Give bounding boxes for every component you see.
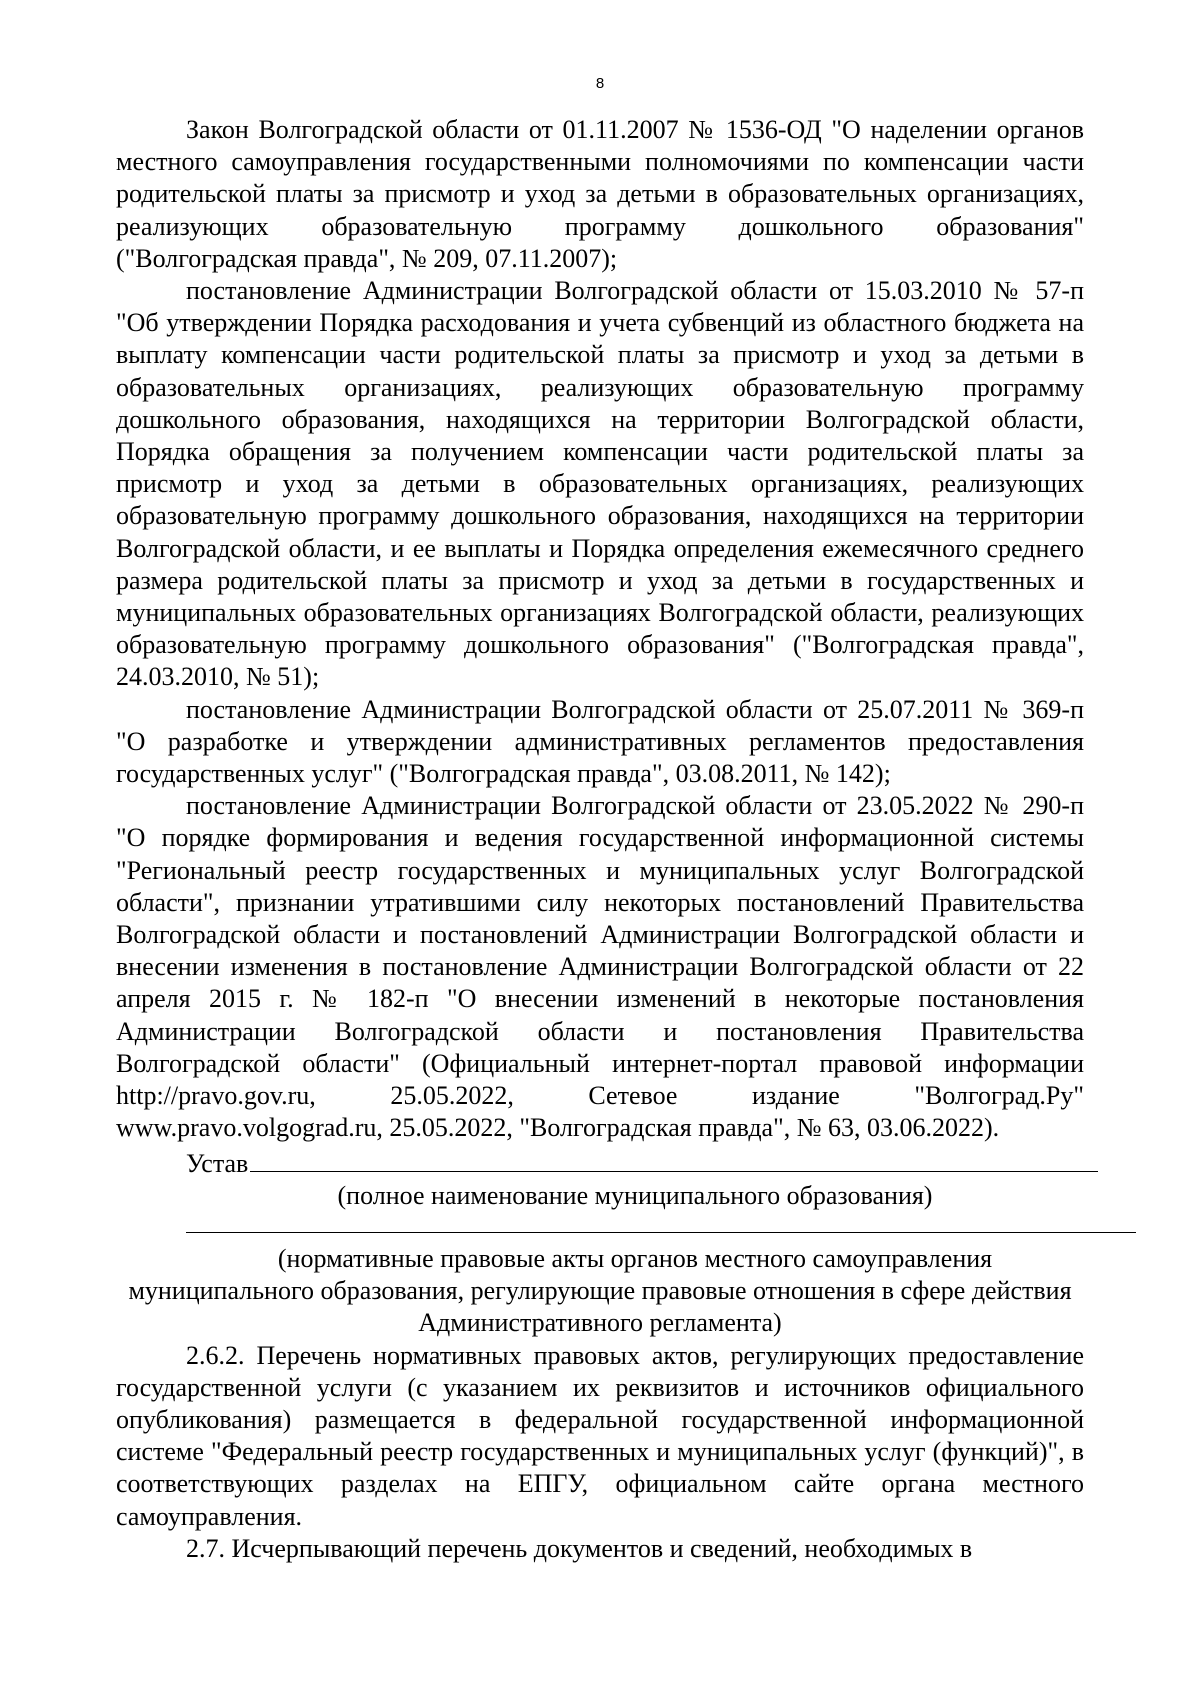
section-2-7: 2.7. Исчерпывающий перечень документов и сведений, необходимых в xyxy=(186,1533,973,1563)
npa-blank-underline xyxy=(186,1232,1136,1233)
page-number: 8 xyxy=(595,75,605,92)
ustav-caption: (полное наименование муниципального образования) xyxy=(337,1180,933,1210)
npa-caption-line-2: муниципального образования, регулирующие правовые отношения в сфере действия xyxy=(128,1276,1072,1306)
ustav-line xyxy=(116,1145,1084,1180)
section-2-6-2: 2.6.2. Перечень нормативных правовых актов, регулирующих предоставление государственной услуги (с указанием их реквизитов и источников официального опубликования) размещается в федеральной государственной информационной системе "Федеральный реестр государственных и муниципальных услуг (функций)", в соответствующих разделах на ЕПГУ, официальном сайте органа местного самоуправления. xyxy=(116,1340,1084,1531)
paragraph-decree-369p: постановление Администрации Волгоградской области от 25.07.2011 № 369-п "О разработке и утверждении административных регламентов предоставления государственных услуг" ("Волгоградская правда", 03.08.2011, № 142); xyxy=(116,694,1084,789)
document-body xyxy=(116,114,1084,1565)
paragraph-law-1536: Закон Волгоградской области от 01.11.2007 № 1536-ОД "О наделении органов местного самоуправления государственными полномочиями по компенсации части родительской платы за присмотр и уход за детьми в образовательных организациях, реализующих образовательную программу дошкольного образования" ("Волгоградская правда", № 209, 07.11.2007); xyxy=(116,115,1084,273)
paragraph-decree-290p: постановление Администрации Волгоградской области от 23.05.2022 № 290-п "О порядке формирования и ведения государственной информационной системы "Региональный реестр государственных и муниципальных услуг Волгоградской области", признании утратившими силу некоторых постановлений Правительства Волгоградской области и постановлений Администрации Волгоградской области и внесении изменения в постановление Администрации Волгоградской области от 22 апреля 2015 г. № 182-п "О внесении изменений в некоторые постановления Администрации Волгоградской области и постановления Правительства Волгоградской области" (Официальный интернет-портал правовой информации http://pravo.gov.ru, 25.05.2022, Сетевое издание "Волгоград.Ру" www.pravo.volgograd.ru, 25.05.2022, "Волгоградская правда", № 63, 03.06.2022). xyxy=(116,791,1084,1143)
ustav-blank-underline xyxy=(250,1145,1098,1172)
paragraph-decree-57p: постановление Администрации Волгоградской области от 15.03.2010 № 57-п "Об утверждении Порядка расходования и учета субвенций из областного бюджета на выплату компенсации части родительской платы за присмотр и уход за детьми в образовательных организациях, реализующих образовательную программу дошкольного образования, находящихся на территории Волгоградской области, Порядка обращения за получением компенсации части родительской платы за присмотр и уход за детьми в образовательных организациях, реализующих образовательную программу дошкольного образования, находящихся на территории Волгоградской области, и ее выплаты и Порядка определения ежемесячного среднего размера родительской платы за присмотр и уход за детьми в государственных и муниципальных образовательных организациях Волгоградской области, реализующих образовательную программу дошкольного образования" ("Волгоградская правда", 24.03.2010, № 51); xyxy=(116,276,1084,692)
npa-caption-line-3: Административного регламента) xyxy=(418,1308,782,1338)
npa-caption-line-1: (нормативные правовые акты органов местного самоуправления xyxy=(277,1243,993,1273)
ustav-label: Устав xyxy=(186,1148,249,1178)
